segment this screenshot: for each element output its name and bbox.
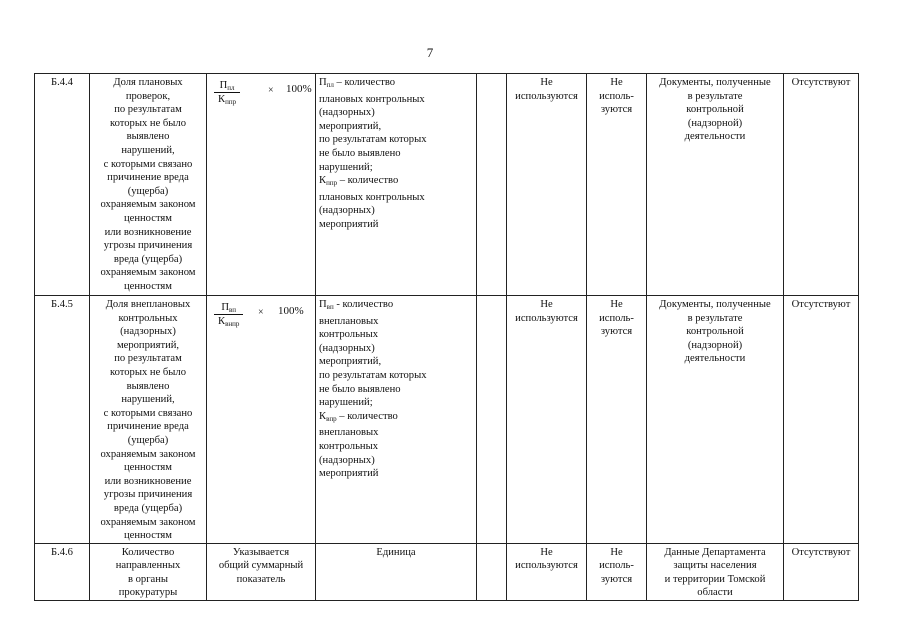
indicator-name (90, 543, 207, 600)
page-number: 7 (426, 45, 434, 60)
formula (210, 76, 312, 106)
variable-subscript: вп (326, 303, 334, 311)
empty-cell (477, 296, 507, 544)
name-line: (ущерба) (127, 185, 169, 197)
name-line: (надзорных) (120, 326, 176, 338)
name-line: ценностям (123, 212, 173, 224)
description-line: (надзорных) (319, 205, 375, 217)
name-line: охраняемым законом (100, 448, 196, 460)
name-line: проверок, (125, 90, 171, 102)
formula-text-line: общий суммарный (218, 560, 304, 572)
description-line: плановых контрольных (319, 93, 425, 105)
table-row (35, 543, 859, 600)
name-line: выявлено (126, 380, 170, 392)
variable-subscript: ппр (326, 179, 338, 188)
name-line: причинение вреда (107, 421, 189, 433)
description-line: Квпр – количество (319, 410, 398, 423)
percent-factor: 100% (278, 305, 304, 317)
source-line: в результате (687, 312, 743, 324)
description-line: не было выявлено (319, 383, 401, 395)
source-line: в результате (687, 90, 743, 102)
name-line: в органы (127, 573, 169, 585)
description-line: по результатам которых (319, 134, 427, 146)
description-line: по результатам которых (319, 369, 427, 381)
usage-line: Не (610, 77, 623, 88)
name-line: вреда (ущерба) (113, 502, 183, 514)
usage-line: Не (610, 299, 623, 310)
data-source (647, 296, 784, 544)
description-line: Ппл – количество (319, 77, 396, 89)
fraction (214, 79, 240, 106)
name-line: по результатам (114, 353, 182, 365)
name-line: прокуратуры (118, 587, 178, 599)
methods-usage (507, 296, 587, 544)
indicator-code: Б.4.5 (35, 296, 90, 544)
empty-cell (477, 74, 507, 296)
description-line: внеплановых (319, 427, 379, 439)
source-line: (надзорной) (687, 117, 743, 129)
table-row (35, 296, 859, 544)
restrictions-usage (587, 296, 647, 544)
variable-subscript: впр (326, 414, 337, 423)
multiply-sign: × (268, 85, 274, 96)
name-line: с которыми связано (103, 158, 193, 170)
indicator-description (316, 296, 477, 544)
name-line: охраняемым законом (100, 516, 196, 528)
name-line: по результатам (114, 104, 182, 116)
description-line: не было выявлено (319, 147, 401, 159)
table-row (35, 74, 859, 296)
empty-cell (477, 543, 507, 600)
source-line: Данные Департамента (664, 546, 766, 558)
methods-usage (507, 543, 587, 600)
formula-text-line: Указывается (232, 546, 290, 558)
name-line: Количество (121, 546, 175, 558)
name-line: ценностям (123, 462, 173, 474)
indicator-name (90, 296, 207, 544)
description-line: (надзорных) (319, 107, 375, 119)
name-line: причинение вреда (107, 172, 189, 184)
restrictions-usage (587, 543, 647, 600)
description-line: мероприятий, (319, 120, 382, 132)
description-line: нарушений; (319, 397, 373, 409)
description-line: контрольных (319, 440, 378, 452)
source-line: контрольной (686, 326, 744, 338)
name-line: Доля внеплановых (105, 299, 191, 310)
description-line: мероприятий (319, 468, 379, 480)
denominator-subscript: ппр (225, 98, 237, 106)
name-line: ценностям (123, 530, 173, 542)
usage-line: зуются (600, 573, 633, 585)
name-line: мероприятий, (116, 339, 180, 351)
name-line: или возникновение (104, 475, 192, 487)
data-source (647, 543, 784, 600)
indicator-description: Единица (316, 543, 477, 600)
fraction-numerator: $П_{вп}$ (214, 301, 243, 315)
name-line: вреда (ущерба) (113, 253, 183, 265)
source-line: контрольной (686, 104, 744, 116)
usage-line: Не (610, 546, 623, 558)
indicator-name (90, 74, 207, 296)
description-line: Пвп - количество (319, 299, 394, 311)
fraction-denominator: $К_{внпр}$ (218, 316, 240, 328)
fraction (214, 301, 243, 328)
name-line: охраняемым законом (100, 267, 196, 279)
usage-line: зуются (600, 326, 633, 338)
description-line: мероприятий (319, 218, 379, 230)
name-line: контрольных (118, 312, 178, 324)
denominator-subscript: внпр (225, 320, 240, 328)
indicator-description (316, 74, 477, 296)
name-line: направленных (115, 560, 181, 572)
formula-text-line: показатель (236, 573, 286, 585)
fraction-numerator: $П_{пл}$ (214, 79, 240, 93)
name-line: угрозы причинения (103, 240, 193, 252)
name-line: выявлено (126, 131, 170, 143)
name-line: с которыми связано (103, 407, 193, 419)
multiply-sign: × (258, 307, 264, 318)
source-line: (надзорной) (687, 339, 743, 351)
indicators-table (34, 73, 859, 601)
indicator-formula (207, 543, 316, 600)
usage-line: зуются (600, 104, 633, 116)
restrictions-usage (587, 74, 647, 296)
usage-line: используются (515, 312, 578, 324)
fraction-denominator: $К_{ппр}$ (218, 94, 237, 106)
source-line: Документы, полученные (659, 77, 771, 88)
description-line: контрольных (319, 329, 378, 341)
status-cell: Отсутствуют (784, 543, 859, 600)
usage-line: используются (515, 90, 578, 102)
source-line: и территории Томской (664, 573, 766, 585)
name-line: или возникновение (104, 226, 192, 238)
variable-subscript: пл (326, 81, 334, 89)
status-cell: Отсутствуют (784, 74, 859, 296)
usage-line: Не (540, 546, 553, 558)
usage-line: исполь- (599, 90, 634, 102)
description-line: (надзорных) (319, 342, 375, 354)
numerator-subscript: вп (228, 306, 237, 314)
indicator-formula (207, 74, 316, 296)
name-line: которых не было (109, 117, 187, 129)
data-source (647, 74, 784, 296)
status-cell: Отсутствуют (784, 296, 859, 544)
source-line: защиты населения (673, 560, 757, 572)
name-line: охраняемым законом (100, 199, 196, 211)
usage-line: используются (515, 560, 578, 572)
methods-usage (507, 74, 587, 296)
name-line: нарушений, (121, 394, 175, 406)
description-line: внеплановых (319, 315, 379, 327)
source-line: Документы, полученные (659, 299, 771, 310)
description-line: (надзорных) (319, 454, 375, 466)
description-line: мероприятий, (319, 356, 382, 368)
name-line: ценностям (123, 280, 173, 292)
description-line: Кппр – количество (319, 175, 399, 188)
usage-line: Не (540, 299, 553, 310)
percent-factor: 100% (286, 83, 312, 95)
usage-line: исполь- (599, 312, 634, 324)
indicator-code: Б.4.4 (35, 74, 90, 296)
name-line: угрозы причинения (103, 489, 193, 501)
indicator-formula (207, 296, 316, 544)
description-line: плановых контрольных (319, 191, 425, 203)
usage-line: Не (540, 77, 553, 88)
formula (210, 298, 312, 328)
name-line: Доля плановых (113, 77, 183, 88)
name-line: (ущерба) (127, 434, 169, 446)
numerator-subscript: пл (227, 84, 235, 92)
source-line: деятельности (684, 131, 746, 143)
indicator-code: Б.4.6 (35, 543, 90, 600)
usage-line: исполь- (599, 560, 634, 572)
name-line: которых не было (109, 366, 187, 378)
description-line: нарушений; (319, 161, 373, 173)
name-line: нарушений, (121, 144, 175, 156)
source-line: деятельности (684, 353, 746, 365)
source-line: области (697, 587, 733, 599)
